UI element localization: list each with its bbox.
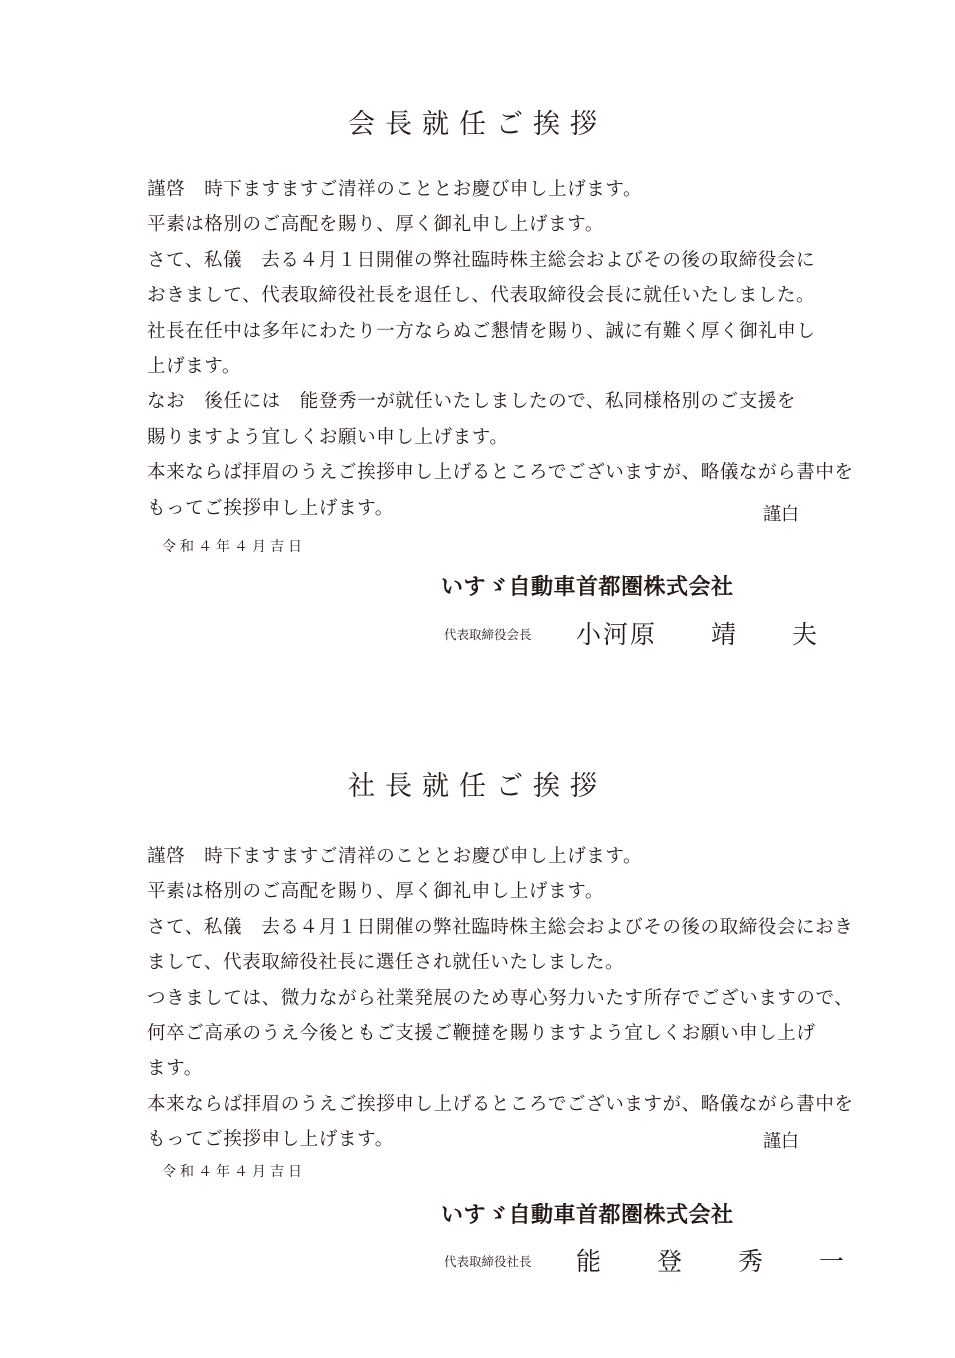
letter-body	[147, 172, 854, 526]
date: 令和４年４月吉日	[162, 1164, 306, 1180]
signer-title: 代表取締役社長	[444, 1254, 532, 1269]
body-line: 謹啓 時下ますますご清祥のこととお慶び申し上げます。	[147, 846, 643, 867]
body-line: さて、私儀 去る４月１日開催の弊社臨時株主総会およびその後の取締役会におき	[147, 916, 854, 938]
body-line: おきまして、代表取締役社長を退任し、代表取締役会長に就任いたしました。	[147, 285, 816, 307]
letter-body	[147, 839, 854, 1158]
body-line: もってご挨拶申し上げます。	[147, 1129, 394, 1151]
body-line: 平素は格別のご高配を賜り、厚く御礼申し上げます。	[147, 214, 604, 236]
company-name: いすゞ自動車首都圏株式会社	[441, 1203, 734, 1228]
body-line: ます。	[147, 1058, 203, 1080]
body-line: 社長在任中は多年にわたり一方ならぬご懇情を賜り、誠に有難く厚く御礼申し	[147, 320, 816, 342]
body-line: もってご挨拶申し上げます。	[147, 497, 394, 519]
date: 令和４年４月吉日	[162, 539, 306, 555]
body-line: さて、私儀 去る４月１日開催の弊社臨時株主総会およびその後の取締役会に	[147, 249, 816, 271]
body-line: 本来ならば拝眉のうえご挨拶申し上げるところでございますが、略儀ながら書中を	[147, 462, 854, 484]
section-title: 社長就任ご挨拶	[348, 771, 607, 802]
body-line: 謹啓 時下ますますご清祥のこととお慶び申し上げます。	[147, 179, 643, 200]
body-line: 本来ならば拝眉のうえご挨拶申し上げるところでございますが、略儀ながら書中を	[147, 1093, 854, 1115]
signer-name: 小河原 靖 夫	[576, 620, 820, 649]
closing-word: 謹白	[763, 1131, 799, 1152]
body-line: まして、代表取締役社長に選任され就任いたしました。	[147, 952, 625, 974]
signer-name: 能 登 秀 一	[576, 1247, 847, 1276]
body-line: 何卒ご高承のうえ今後ともご支援ご鞭撻を賜りますよう宜しくお願い申し上げ	[147, 1022, 816, 1044]
body-line: 上げます。	[147, 355, 242, 377]
closing-word: 謹白	[763, 504, 799, 525]
body-line: 平素は格別のご高配を賜り、厚く御礼申し上げます。	[147, 881, 604, 903]
body-line: つきましては、微力ながら社業発展のため専心努力いたす所存でございますので、	[147, 987, 854, 1009]
section-title: 会長就任ご挨拶	[348, 109, 607, 140]
body-line: なお 後任には 能登秀一が就任いたしましたので、私同様格別のご支援を	[147, 391, 797, 413]
body-line: 賜りますよう宜しくお願い申し上げます。	[147, 426, 509, 448]
company-name: いすゞ自動車首都圏株式会社	[441, 575, 734, 600]
signer-title: 代表取締役会長	[444, 627, 532, 642]
